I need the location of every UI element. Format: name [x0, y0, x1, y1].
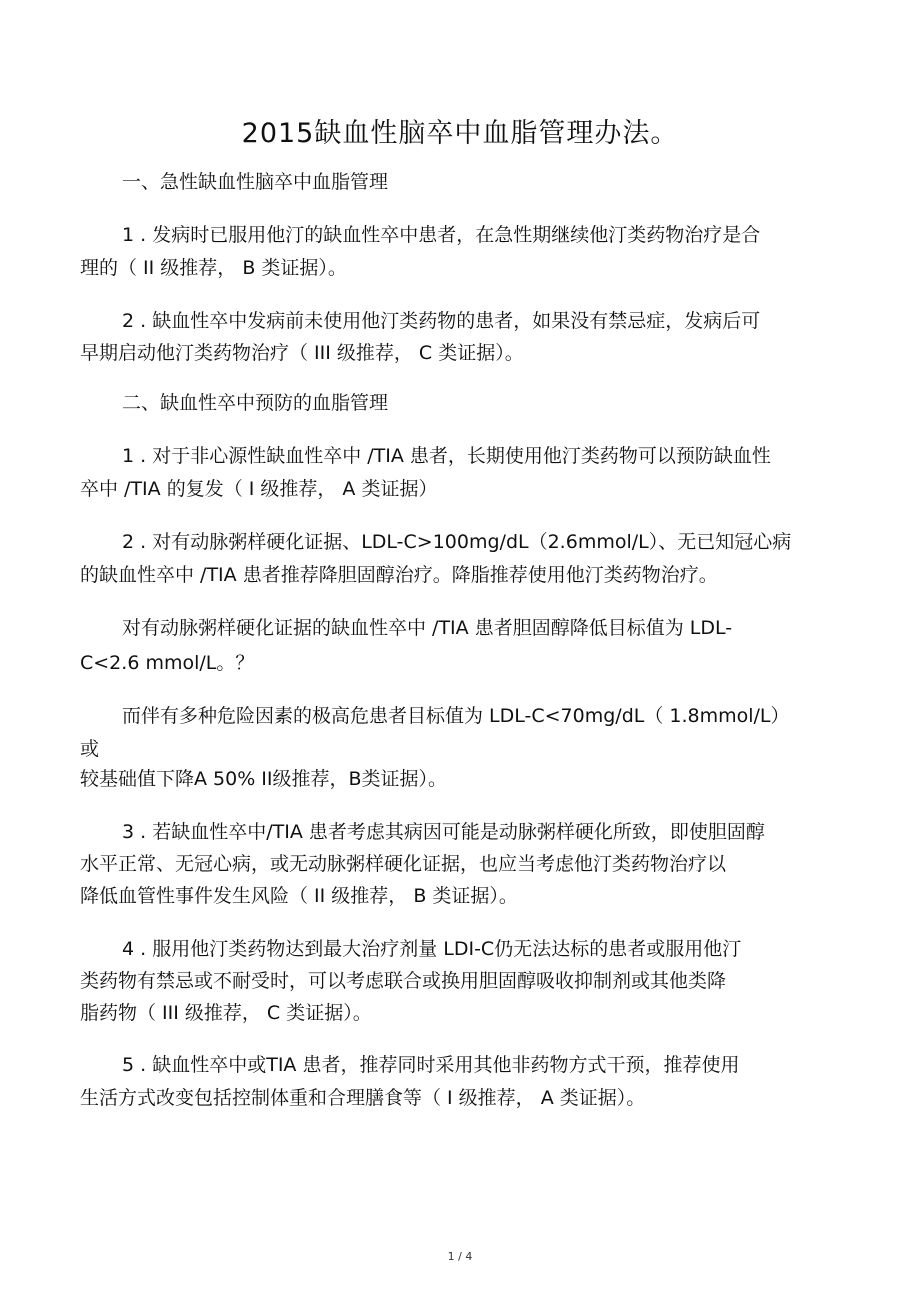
paragraph-line: 的缺血性卒中 /TIA 患者推荐降胆固醇治疗。降脂推荐使用他汀类药物治疗。: [80, 564, 718, 586]
section-heading: 二、缺血性卒中预防的血脂管理: [122, 392, 389, 414]
section-heading: 一、急性缺血性脑卒中血脂管理: [122, 171, 389, 193]
page-title: 2015缺血性脑卒中血脂管理办法。: [241, 118, 679, 149]
paragraph-line: C<2.6 mmol/L。？: [80, 652, 255, 674]
paragraph-line: 卒中 /TIA 的复发（ I 级推荐， A 类证据）: [80, 478, 438, 500]
paragraph-line: 5 . 缺血性卒中或TIA 患者，推荐同时采用其他非药物方式干预，推荐使用: [122, 1054, 740, 1076]
page-number: 1 / 4: [447, 1250, 473, 1263]
paragraph-line: 而伴有多种危险因素的极高危患者目标值为 LDL-C<70mg/dL（ 1.8mmol/L）: [122, 705, 790, 727]
paragraph-line: 早期启动他汀类药物治疗（ III 级推荐， C 类证据）。: [80, 342, 524, 364]
paragraph-line: 理的（ II 级推荐， B 类证据）。: [80, 257, 347, 279]
paragraph-line: 4 . 服用他汀类药物达到最大治疗剂量 LDI-C仍无法达标的患者或服用他汀: [122, 938, 742, 960]
paragraph-line: 生活方式改变包括控制体重和合理膳食等（ I 级推荐， A 类证据）。: [80, 1087, 646, 1109]
paragraph-line: 或: [80, 738, 100, 760]
paragraph-line: 对有动脉粥样硬化证据的缺血性卒中 /TIA 患者胆固醇降低目标值为 LDL-: [122, 617, 733, 639]
paragraph-line: 3 . 若缺血性卒中/TIA 患者考虑其病因可能是动脉粥样硬化所致，即使胆固醇: [122, 821, 765, 843]
paragraph-line: 1 . 发病时已服用他汀的缺血性卒中患者，在急性期继续他汀类药物治疗是合: [122, 224, 761, 246]
paragraph-line: 脂药物（ III 级推荐， C 类证据）。: [80, 1002, 372, 1024]
paragraph-line: 2 . 缺血性卒中发病前未使用他汀类药物的患者，如果没有禁忌症，发病后可: [122, 310, 761, 332]
paragraph-line: 2 . 对有动脉粥样硬化证据、LDL-C>100mg/dL（2.6mmol/L）、无已知冠心病: [122, 531, 792, 553]
paragraph-line: 较基础值下降A 50% II级推荐，B类证据）。: [80, 768, 448, 790]
paragraph-line: 1 . 对于非心源性缺血性卒中 /TIA 患者，长期使用他汀类药物可以预防缺血性: [122, 445, 771, 467]
paragraph-line: 类药物有禁忌或不耐受时，可以考虑联合或换用胆固醇吸收抑制剂或其他类降: [80, 970, 727, 992]
paragraph-line: 降低血管性事件发生风险（ II 级推荐， B 类证据）。: [80, 885, 518, 907]
paragraph-line: 水平正常、无冠心病，或无动脉粥样硬化证据，也应当考虑他汀类药物治疗以: [80, 853, 727, 875]
